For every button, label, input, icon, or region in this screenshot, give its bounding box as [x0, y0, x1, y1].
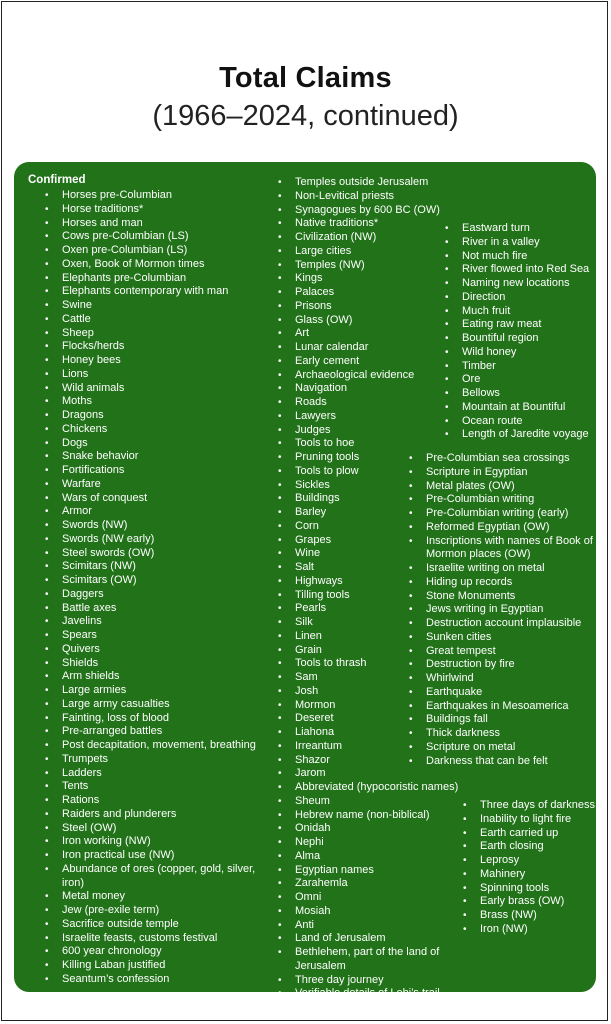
list-item: • Swords (NW early): [45, 533, 267, 547]
list-item: • Elephants pre-Columbian: [45, 272, 267, 286]
list-item: • Scimitars (OW): [45, 574, 267, 588]
list-item: • Jew (pre-exile term): [45, 904, 267, 918]
list-item: • Sickles: [278, 479, 478, 493]
list-item: • Metal money: [45, 890, 267, 904]
list-item: • Scripture on metal: [409, 741, 599, 755]
list-item: • Wars of conquest: [45, 492, 267, 506]
page-subtitle: (1966–2024, continued): [152, 100, 459, 132]
list-item: • Whirlwind: [409, 672, 599, 686]
list-item: • Archaeological evidence: [278, 369, 478, 383]
list-item: • Not much fire: [445, 250, 595, 264]
list-item: • Jews writing in Egyptian: [409, 603, 599, 617]
claims-list-column-1: [45, 189, 267, 987]
list-item: • Deseret: [278, 712, 478, 726]
list-item: • Egyptian names: [278, 864, 478, 878]
list-item: • Barley: [278, 506, 478, 520]
list-item: • Honey bees: [45, 354, 267, 368]
list-item: • Silk: [278, 616, 478, 630]
list-item: • Horse traditions*: [45, 203, 267, 217]
list-item: • Mosiah: [278, 905, 478, 919]
list-item: • Cows pre-Columbian (LS): [45, 230, 267, 244]
list-item: • Stone Monuments: [409, 590, 599, 604]
list-item: • Dogs: [45, 437, 267, 451]
list-item: • Earth closing: [463, 840, 598, 854]
list-item: • Lunar calendar: [278, 341, 478, 355]
list-item: • Killing Laban justified: [45, 959, 267, 973]
list-item: • Swine: [45, 299, 267, 313]
list-item: • Sam: [278, 671, 478, 685]
list-item: • Grapes: [278, 534, 478, 548]
list-item: • Oxen pre-Columbian (LS): [45, 244, 267, 258]
list-item: • Destruction by fire: [409, 658, 599, 672]
list-item: • Daggers: [45, 588, 267, 602]
list-item: • Pearls: [278, 602, 478, 616]
list-item: • Armor: [45, 505, 267, 519]
list-item: • Wine: [278, 547, 478, 561]
list-item: • Chickens: [45, 423, 267, 437]
list-item: • Hebrew name (non-biblical): [278, 809, 478, 823]
list-item: • Civilization (NW): [278, 231, 478, 245]
list-item: • Ore: [445, 373, 595, 387]
list-item: • Early cement: [278, 355, 478, 369]
list-item: • Arm shields: [45, 670, 267, 684]
list-item: • Nephi: [278, 836, 478, 850]
list-item: • Earthquakes in Mesoamerica: [409, 700, 599, 714]
list-item: • Israelite writing on metal: [409, 562, 599, 576]
list-item: • Large armies: [45, 684, 267, 698]
list-item: • Bellows: [445, 387, 595, 401]
list-item: • Judges: [278, 424, 478, 438]
list-item: • Spinning tools: [463, 882, 598, 896]
list-item: • Kings: [278, 272, 478, 286]
list-item: • Reformed Egyptian (OW): [409, 521, 599, 535]
list-item: • Ladders: [45, 767, 267, 781]
list-item: • Much fruit: [445, 305, 595, 319]
list-item: • Post decapitation, movement, breathing: [45, 739, 267, 753]
list-item: • Fortifications: [45, 464, 267, 478]
list-item: • Moths: [45, 395, 267, 409]
list-item: • Wild animals: [45, 382, 267, 396]
list-item: • Iron practical use (NW): [45, 849, 267, 863]
list-item: • 600 year chronology: [45, 945, 267, 959]
list-item: • Israelite feasts, customs festival: [45, 932, 267, 946]
list-item: • Ocean route: [445, 415, 595, 429]
list-item: • Pre-arranged battles: [45, 725, 267, 739]
list-item: • Buildings fall: [409, 713, 599, 727]
list-item: • Dragons: [45, 409, 267, 423]
list-item: • Oxen, Book of Mormon times: [45, 258, 267, 272]
list-item: • Native traditions*: [278, 217, 478, 231]
list-item: • Lawyers: [278, 410, 478, 424]
list-item: • Bountiful region: [445, 332, 595, 346]
list-item: • Roads: [278, 396, 478, 410]
list-item: • Flocks/herds: [45, 340, 267, 354]
claims-list-column-4: [409, 452, 599, 768]
list-item: • Grain: [278, 644, 478, 658]
list-item: • Earth carried up: [463, 827, 598, 841]
list-item: • Wild honey: [445, 346, 595, 360]
list-item: • Alma: [278, 850, 478, 864]
list-item: • Cattle: [45, 313, 267, 327]
list-item: • Tilling tools: [278, 589, 478, 603]
list-item: • Irreantum: [278, 740, 478, 754]
list-item: • Earthquake: [409, 686, 599, 700]
claims-list-column-5: [463, 799, 598, 937]
page-title: Total Claims: [219, 62, 392, 94]
list-item: • Steel swords (OW): [45, 547, 267, 561]
list-item: • Horses pre-Columbian: [45, 189, 267, 203]
list-item: • Quivers: [45, 643, 267, 657]
list-item: • Anti: [278, 919, 478, 933]
list-item: • Shields: [45, 657, 267, 671]
list-item: • Salt: [278, 561, 478, 575]
list-item: • Pruning tools: [278, 451, 478, 465]
list-item: • Synagogues by 600 BC (OW): [278, 204, 478, 218]
list-item: • Abundance of ores (copper, gold, silver, iron): [45, 863, 267, 891]
list-item: • Glass (OW): [278, 314, 478, 328]
list-item: • Javelins: [45, 615, 267, 629]
list-item: • Seantum’s confession: [45, 973, 267, 987]
list-item: • Scripture in Egyptian: [409, 466, 599, 480]
list-item: • Swords (NW): [45, 519, 267, 533]
list-item: • Darkness that can be felt: [409, 755, 599, 769]
list-item: • Shazor: [278, 754, 478, 768]
list-item: • Elephants contemporary with man: [45, 285, 267, 299]
list-item: • Raiders and plunderers: [45, 808, 267, 822]
list-item: • Naming new locations: [445, 277, 595, 291]
list-item: • Brass (NW): [463, 909, 598, 923]
list-item: • Lions: [45, 368, 267, 382]
list-item: • Zarahemla: [278, 877, 478, 891]
list-item: • River in a valley: [445, 236, 595, 250]
list-item: • Horses and man: [45, 217, 267, 231]
list-item: • Three days of darkness: [463, 799, 598, 813]
list-item: • Tools to hoe: [278, 437, 478, 451]
list-item: • River flowed into Red Sea: [445, 263, 595, 277]
list-item: • Omni: [278, 891, 478, 905]
list-item: • Mormon: [278, 699, 478, 713]
list-item: • Spears: [45, 629, 267, 643]
list-item: • Highways: [278, 575, 478, 589]
list-item: • Bethlehem, part of the land of Jerusalem: [278, 946, 478, 974]
list-item: • Thick darkness: [409, 727, 599, 741]
list-item: • Linen: [278, 630, 478, 644]
list-item: • Mountain at Bountiful: [445, 401, 595, 415]
list-item: • Timber: [445, 360, 595, 374]
list-item: • Sheum: [278, 795, 478, 809]
list-item: • Direction: [445, 291, 595, 305]
list-item: • Tools to plow: [278, 465, 478, 479]
list-item: • Iron (NW): [463, 923, 598, 937]
list-item: • Eating raw meat: [445, 318, 595, 332]
list-item: • Early brass (OW): [463, 895, 598, 909]
list-item: • Tools to thrash: [278, 657, 478, 671]
list-item: • Palaces: [278, 286, 478, 300]
list-item: • Iron working (NW): [45, 835, 267, 849]
list-item: • Art: [278, 327, 478, 341]
list-item: • Trumpets: [45, 753, 267, 767]
list-item: • Pre-Columbian sea crossings: [409, 452, 599, 466]
list-item: • Land of Jerusalem: [278, 932, 478, 946]
list-item: • Inability to light fire: [463, 813, 598, 827]
list-item: • Sacrifice outside temple: [45, 918, 267, 932]
list-item: • Abbreviated (hypocoristic names): [278, 781, 478, 795]
list-item: • Snake behavior: [45, 450, 267, 464]
list-item: • Navigation: [278, 382, 478, 396]
list-item: • Large cities: [278, 245, 478, 259]
list-item: • Fainting, loss of blood: [45, 712, 267, 726]
list-item: • Temples (NW): [278, 259, 478, 273]
list-item: • Sheep: [45, 327, 267, 341]
list-item: • Josh: [278, 685, 478, 699]
list-item: • Rations: [45, 794, 267, 808]
list-item: • Tents: [45, 780, 267, 794]
list-item: • Steel (OW): [45, 822, 267, 836]
list-item: • Length of Jaredite voyage: [445, 428, 595, 442]
list-item: • Leprosy: [463, 854, 598, 868]
list-item: • Sunken cities: [409, 631, 599, 645]
list-item: • Buildings: [278, 492, 478, 506]
list-item: • Pre-Columbian writing: [409, 493, 599, 507]
list-item: • Jarom: [278, 767, 478, 781]
list-item: • Pre-Columbian writing (early): [409, 507, 599, 521]
list-item: • Large army casualties: [45, 698, 267, 712]
list-item: • Scimitars (NW): [45, 560, 267, 574]
list-item: • Three day journey: [278, 974, 478, 988]
list-item: • Corn: [278, 520, 478, 534]
list-item: • Eastward turn: [445, 222, 595, 236]
list-item: • Metal plates (OW): [409, 480, 599, 494]
list-item: • Verifiable details of Lehi’s trail: [278, 987, 478, 1001]
section-heading: Confirmed: [28, 174, 86, 186]
list-item: • Battle axes: [45, 602, 267, 616]
claims-list-column-3: [445, 222, 595, 442]
list-item: • Mahinery: [463, 868, 598, 882]
list-item: • Temples outside Jerusalem: [278, 176, 478, 190]
list-item: • Hiding up records: [409, 576, 599, 590]
list-item: • Onidah: [278, 822, 478, 836]
list-item: • Destruction account implausible: [409, 617, 599, 631]
list-item: • Liahona: [278, 726, 478, 740]
list-item: • Warfare: [45, 478, 267, 492]
list-item: • Great tempest: [409, 645, 599, 659]
list-item: • Non-Levitical priests: [278, 190, 478, 204]
list-item: • Prisons: [278, 300, 478, 314]
list-item: • Inscriptions with names of Book of Mormon places (OW): [409, 535, 599, 563]
